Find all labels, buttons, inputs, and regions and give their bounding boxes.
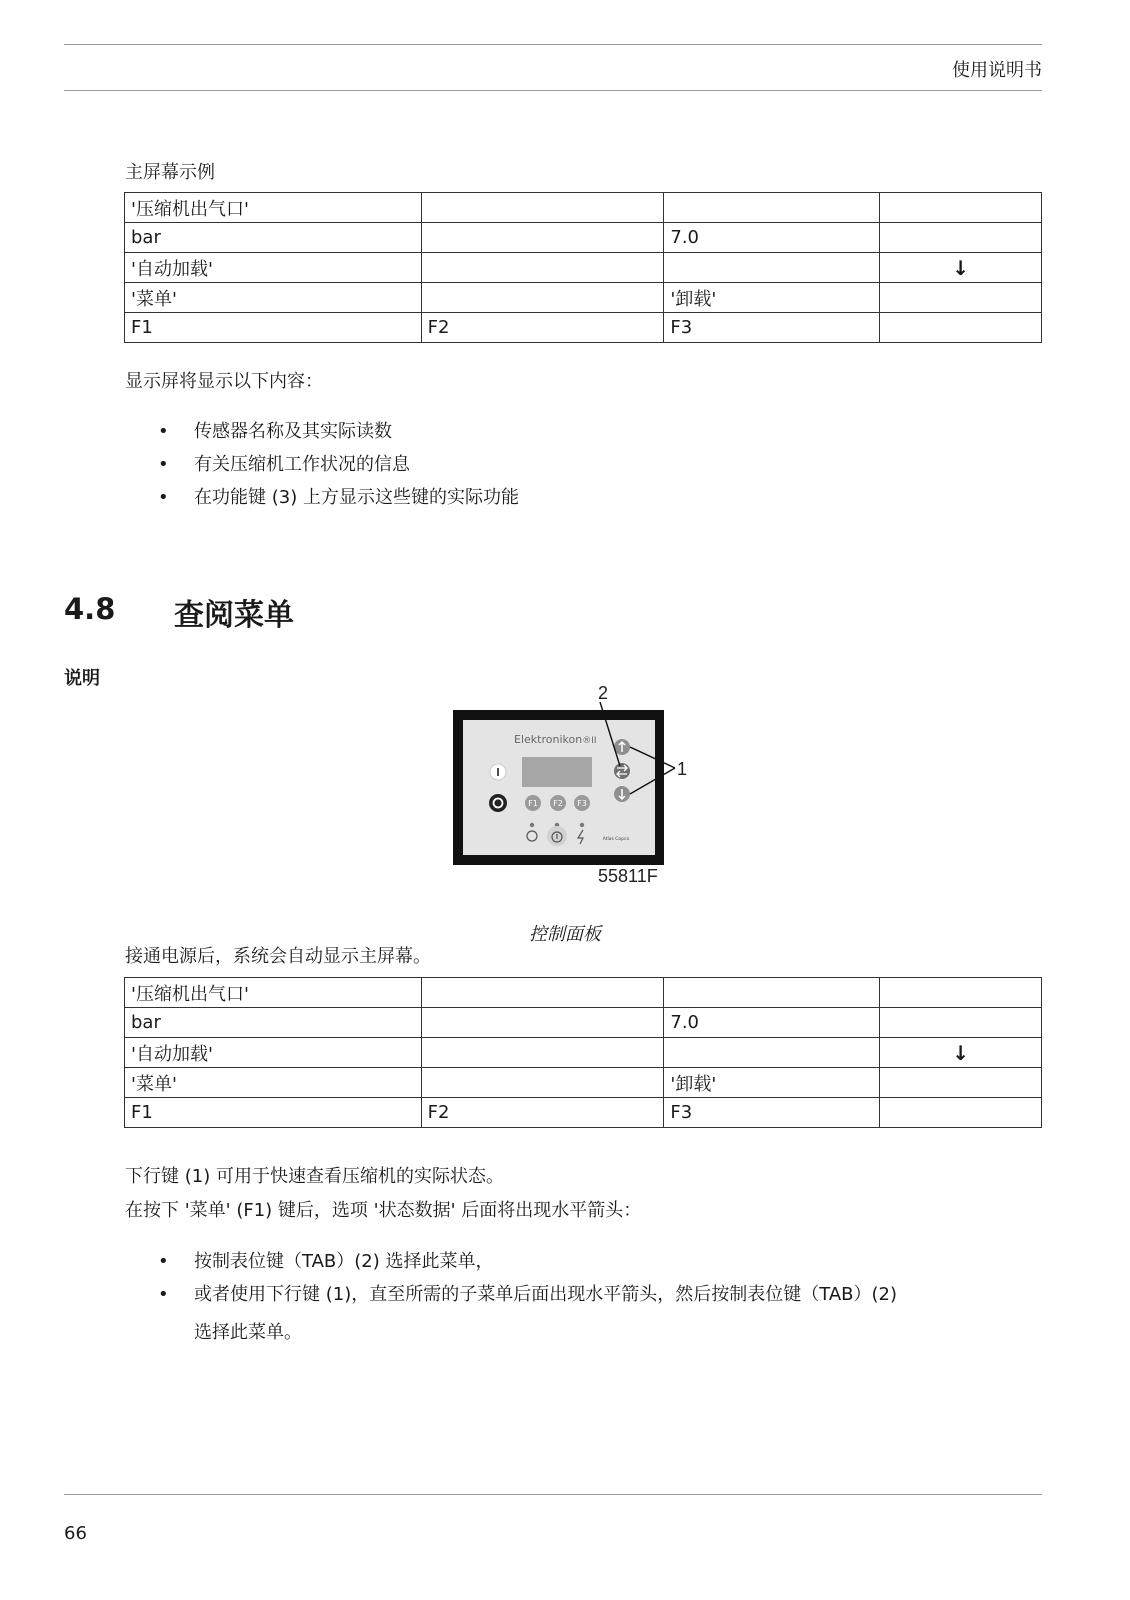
main-screen-table: [124, 977, 1042, 1128]
table-cell: [421, 978, 664, 1008]
table-cell: [880, 283, 1042, 313]
brand-label: Elektronikon®II: [514, 733, 597, 746]
table-cell: [880, 1098, 1042, 1128]
menu-paragraph: 在按下 '菜单' (F1) 键后，选项 '状态数据' 后面将出现水平箭头：: [125, 1200, 642, 1221]
main-screen-example-table: [124, 192, 1042, 343]
f1-key-label: F1: [528, 799, 538, 808]
led: [580, 823, 584, 827]
table-row: [125, 253, 1042, 283]
section-title: 查阅菜单: [174, 598, 294, 633]
section-number: 4.8: [64, 592, 116, 626]
table-row: [125, 223, 1042, 253]
display-intro: 显示屏将显示以下内容：: [125, 371, 323, 392]
table-cell: F3: [664, 1098, 880, 1128]
document-title: 使用说明书: [952, 60, 1042, 81]
table-cell: '卸载': [664, 283, 880, 313]
f2-key-label: F2: [553, 799, 563, 808]
table-cell: [664, 978, 880, 1008]
table-cell: [664, 1038, 880, 1068]
table-cell: bar: [125, 1008, 422, 1038]
list-item: • 按制表位键（TAB）(2) 选择此菜单，: [158, 1245, 897, 1278]
table-cell: [880, 1068, 1042, 1098]
table-cell: [880, 978, 1042, 1008]
lcd-display: [522, 757, 592, 787]
figure-code: 55811F: [598, 866, 658, 886]
list-item-continuation: 选择此菜单。: [194, 1322, 302, 1343]
table-cell: [880, 313, 1042, 343]
down-arrow-icon: ↓: [880, 1038, 1042, 1068]
table-cell: F2: [421, 1098, 664, 1128]
table-row: [125, 283, 1042, 313]
table-cell: '自动加载': [125, 1038, 422, 1068]
table-cell: [421, 1008, 664, 1038]
table-cell: [880, 193, 1042, 223]
header-top-rule: [64, 44, 1042, 45]
table-row: [125, 1098, 1042, 1128]
table-cell: [664, 193, 880, 223]
control-panel-figure: [450, 676, 700, 890]
page-number: 66: [64, 1523, 87, 1544]
table-cell: [664, 253, 880, 283]
table-cell: F2: [421, 313, 664, 343]
table-cell: 7.0: [664, 1008, 880, 1038]
table-cell: F1: [125, 313, 422, 343]
power-on-text: 接通电源后，系统会自动显示主屏幕。: [125, 946, 431, 967]
table-cell: [421, 253, 664, 283]
tab-key: [614, 763, 630, 779]
table-row: [125, 978, 1042, 1008]
figure-label-2: 2: [598, 683, 609, 703]
table-cell: F1: [125, 1098, 422, 1128]
table-cell: [880, 223, 1042, 253]
menu-steps-list: [158, 1245, 897, 1311]
table-cell: '卸载': [664, 1068, 880, 1098]
header-bottom-rule: [64, 90, 1042, 91]
table-cell: '自动加载': [125, 253, 422, 283]
list-item: • 传感器名称及其实际读数: [158, 415, 519, 448]
figure-label-1: 1: [677, 759, 688, 779]
f3-key-label: F3: [577, 799, 587, 808]
example-caption: 主屏幕示例: [125, 162, 215, 183]
list-item: • 有关压缩机工作状况的信息: [158, 448, 519, 481]
table-cell: [421, 283, 664, 313]
table-cell: [421, 1068, 664, 1098]
table-cell: '压缩机出气口': [125, 193, 422, 223]
figure-caption: 控制面板: [529, 924, 601, 945]
display-items-list: [158, 415, 519, 514]
list-item: • 在功能键 (3) 上方显示这些键的实际功能: [158, 481, 519, 514]
table-row: [125, 1008, 1042, 1038]
table-cell: [421, 193, 664, 223]
logo-text: Atlas Copco: [602, 837, 630, 842]
table-row: [125, 193, 1042, 223]
subheading: 说明: [64, 668, 100, 689]
table-cell: 7.0: [664, 223, 880, 253]
stop-button: [489, 794, 507, 812]
table-cell: [421, 223, 664, 253]
table-cell: F3: [664, 313, 880, 343]
table-cell: [421, 1038, 664, 1068]
table-cell: [880, 1008, 1042, 1038]
table-cell: '菜单': [125, 1068, 422, 1098]
list-item: • 或者使用下行键 (1)，直至所需的子菜单后面出现水平箭头，然后按制表位键（TAB）(2): [158, 1278, 897, 1311]
table-row: [125, 313, 1042, 343]
table-cell: '菜单': [125, 283, 422, 313]
led: [530, 823, 534, 827]
table-cell: '压缩机出气口': [125, 978, 422, 1008]
down-key-paragraph: 下行键 (1) 可用于快速查看压缩机的实际状态。: [125, 1166, 504, 1187]
down-arrow-icon: ↓: [880, 253, 1042, 283]
table-row: [125, 1068, 1042, 1098]
footer-rule: [64, 1494, 1042, 1495]
table-cell: bar: [125, 223, 422, 253]
table-row: [125, 1038, 1042, 1068]
